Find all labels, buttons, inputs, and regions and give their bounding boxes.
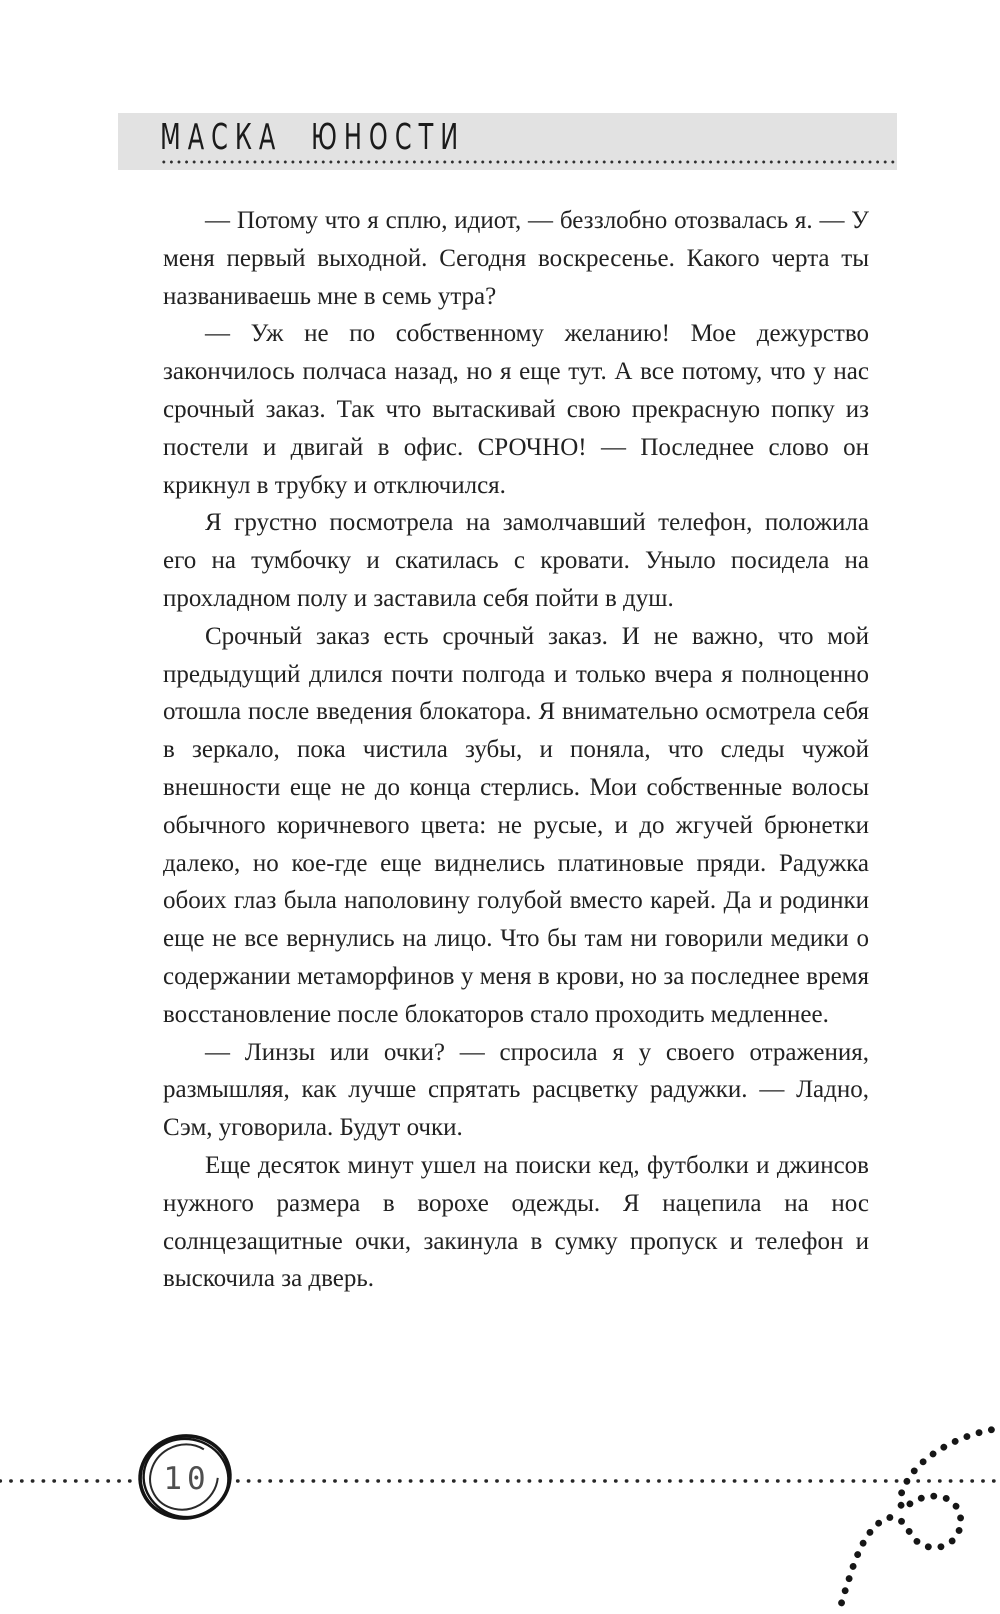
chapter-title: МАСКА ЮНОСТИ	[160, 116, 466, 158]
paragraph-dialogue-1: — Потому что я сплю, идиот, — беззлобно отозвалась я. — У меня первый выходной. Сегодня воскресенье. Какого черта ты названиваешь мне в семь утра?	[163, 207, 869, 310]
page-text	[163, 202, 869, 1298]
paragraph-narration-3: Еще десяток минут ушел на поиски кед, футболки и джинсов нужного размера в ворохе одежды. Я нацепила на нос солнцезащитные очки, закинула в сумку пропуск и телефон и выскочила за дверь.	[163, 1151, 869, 1293]
paragraph-dialogue-3: — Линзы или очки? — спросила я у своего отражения, размышляя, как лучше спрятать расцветку радужки. — Ладно, Сэм, уговорила. Будут очки.	[163, 1038, 869, 1142]
paragraph-narration-1: Я грустно посмотрела на замолчавший телефон, положила его на тумбочку и скатилась с кровати. Уныло посидела на прохладном полу и заставила себя пойти в душ.	[163, 509, 869, 612]
running-header	[118, 113, 897, 170]
header-dotted-rule	[160, 160, 896, 164]
paragraph-narration-2: Срочный заказ есть срочный заказ. И не важно, что мой предыдущий длился почти полгода и только вчера я полноценно отошла после введения блокатора. Я внимательно осмотрела себя в зеркало, пока чистила зубы, и поняла, что следы чужой внешности еще не до конца стерлись. Мои собственные волосы обычного коричневого цвета: не русые, и до жгучей брюнетки далеко, но кое-где еще виднелись платиновые пряди. Радужка обоих глаз была наполовину голубой вместо карей. Да и родинки еще не все вернулись на лицо. Что бы там ни говорили медики о содержании метаморфинов у меня в крови, но за последнее время восстановление после блокаторов стало проходить медленнее.	[163, 622, 869, 1028]
page-number-badge	[135, 1430, 236, 1524]
page-number: 10	[163, 1461, 211, 1497]
footer-decoration	[0, 1414, 1000, 1614]
paragraph-dialogue-2: — Уж не по собственному желанию! Мое дежурство закончилось полчаса назад, но я еще тут. А все потому, что у нас срочный заказ. Так что вытаскивай свою прекрасную попку из постели и двигай в офис. СРОЧНО! — Последнее слово он крикнул в трубку и отключился.	[163, 320, 869, 499]
doodle-swirl-icon	[839, 1428, 1000, 1614]
